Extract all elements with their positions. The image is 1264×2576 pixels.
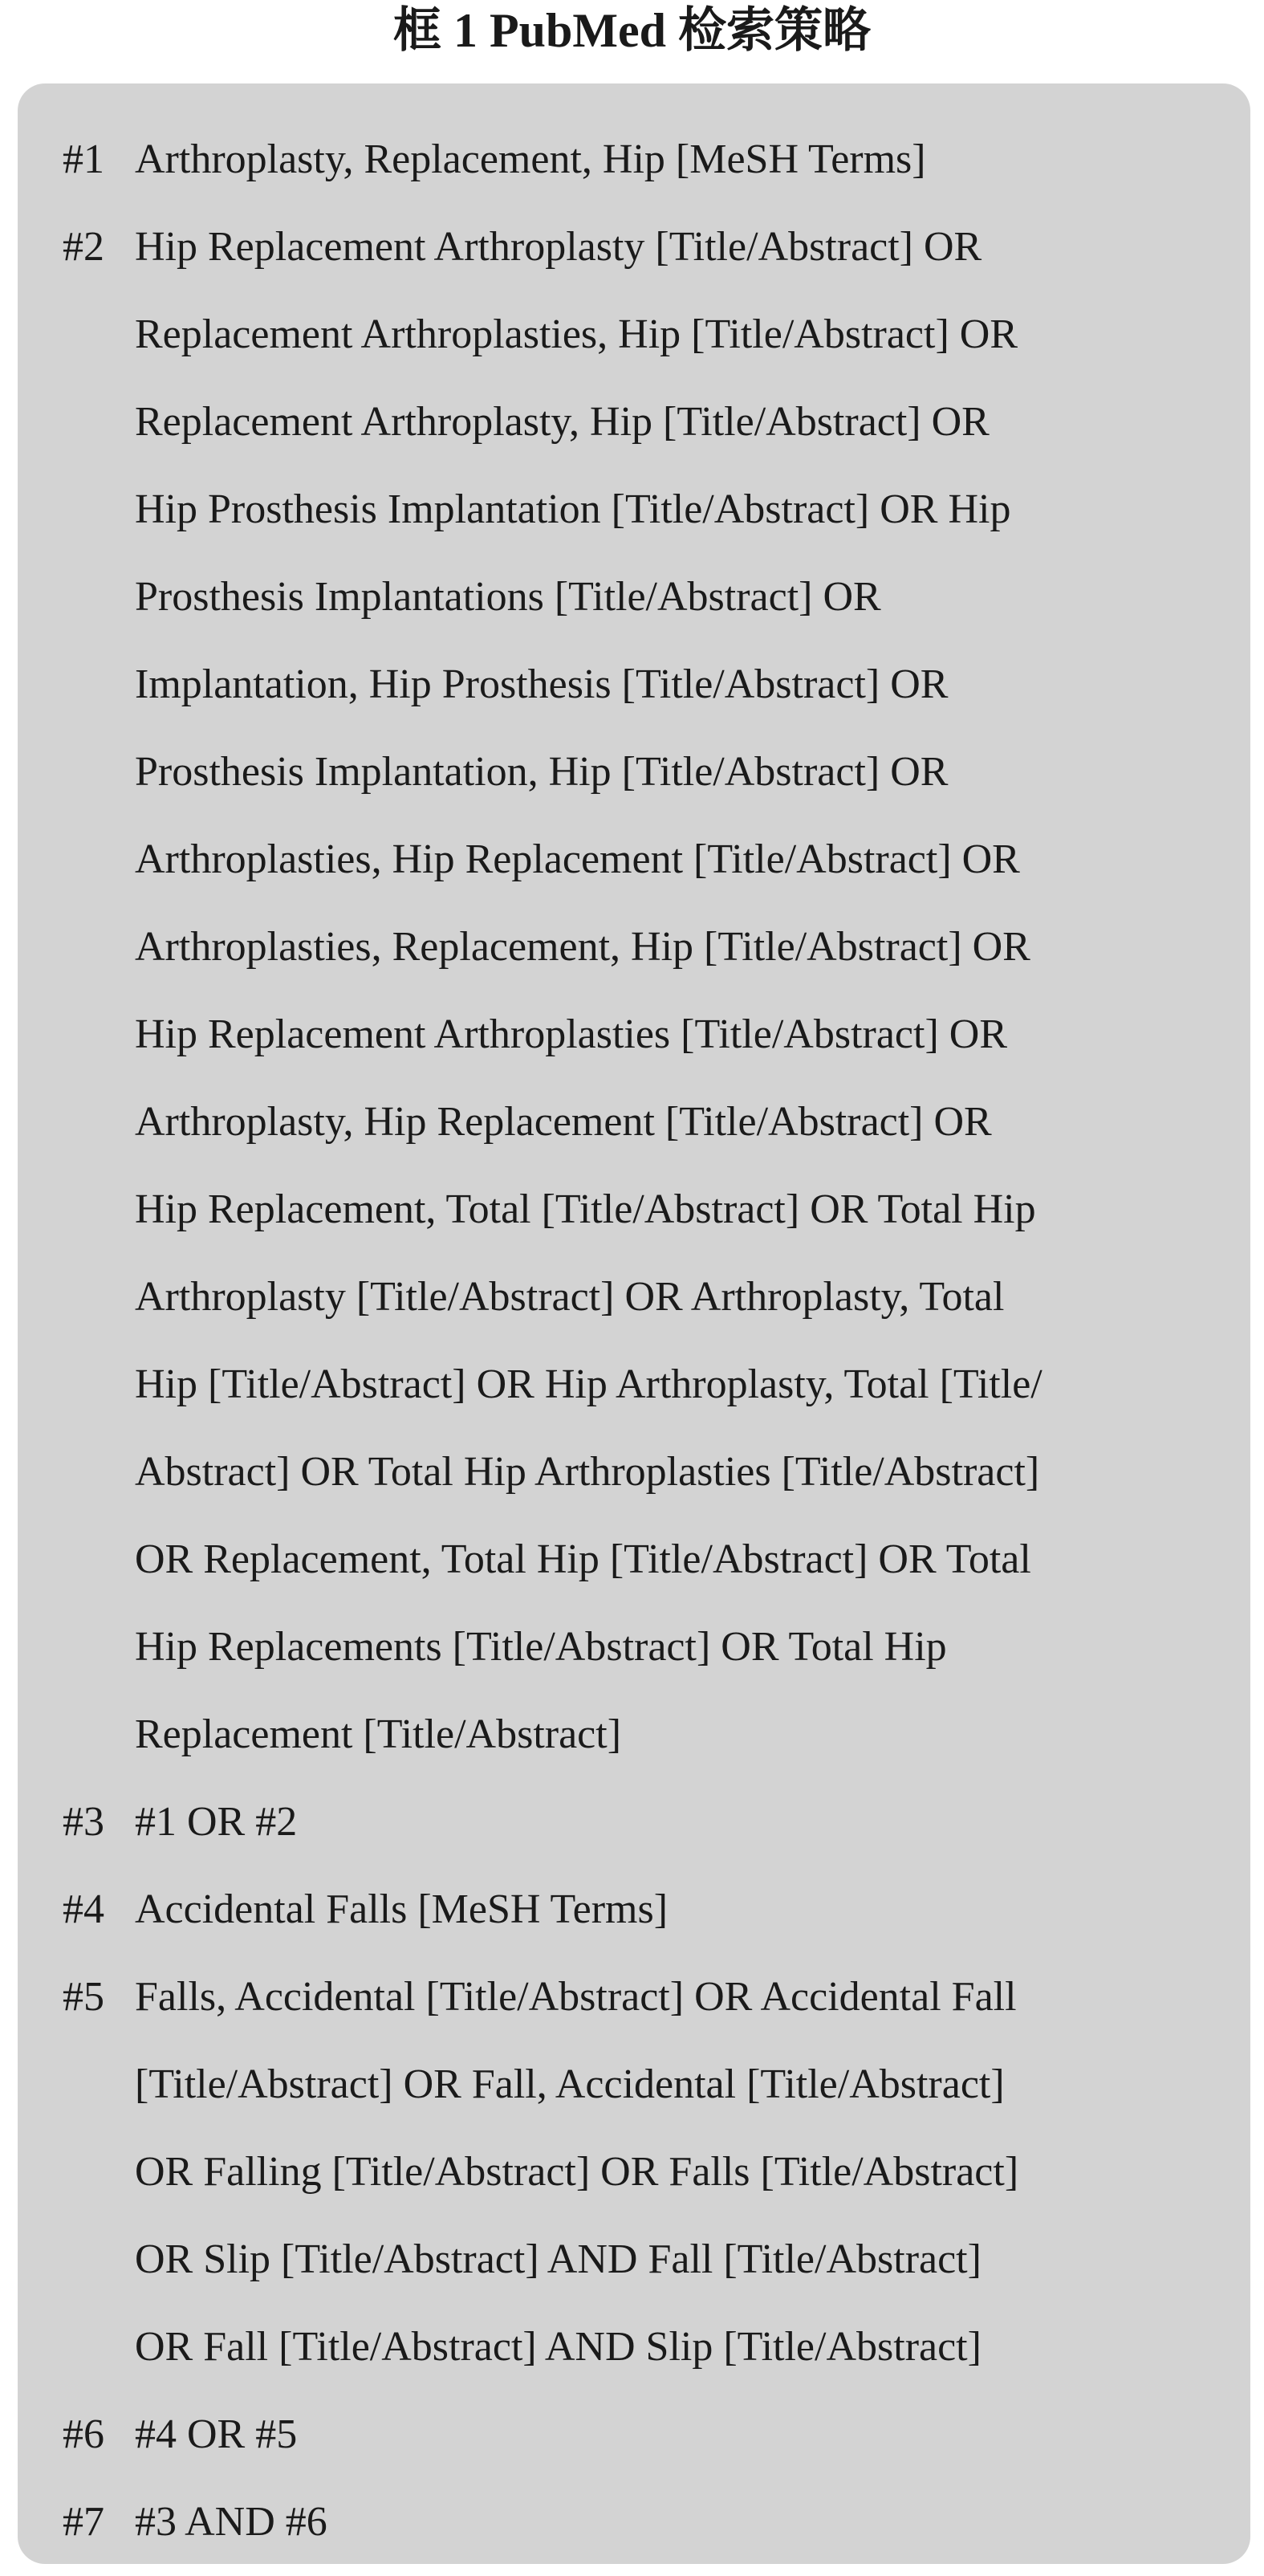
query-line: OR Replacement, Total Hip [Title/Abstract] OR Total — [135, 1536, 1031, 1582]
query-line: Replacement Arthroplasties, Hip [Title/Abstract] OR — [135, 311, 1018, 357]
query-line: Hip Replacement Arthroplasty [Title/Abstract] OR — [135, 224, 982, 270]
search-entry — [18, 1778, 1250, 1866]
query-line: [Title/Abstract] OR Fall, Accidental [Title/Abstract] — [135, 2061, 1005, 2107]
query-line: Arthroplasty, Replacement, Hip [MeSH Terms] — [135, 136, 926, 182]
entry-number: #5 — [63, 1974, 104, 2020]
query-line: Abstract] OR Total Hip Arthroplasties [Title/Abstract] — [135, 1449, 1040, 1495]
query-line: Accidental Falls [MeSH Terms] — [135, 1886, 669, 1932]
search-entry — [18, 1953, 1250, 2391]
entry-number: #1 — [63, 136, 104, 182]
query-line: #3 AND #6 — [135, 2499, 327, 2545]
search-entry — [18, 2391, 1250, 2478]
query-line: Arthroplasties, Hip Replacement [Title/Abstract] OR — [135, 836, 1020, 882]
query-line: OR Fall [Title/Abstract] AND Slip [Title/Abstract] — [135, 2324, 982, 2370]
entry-query-text — [135, 1778, 1250, 1866]
query-line: Arthroplasty [Title/Abstract] OR Arthroplasty, Total — [135, 1274, 1005, 1320]
entry-number: #3 — [63, 1799, 104, 1845]
query-line: Arthroplasties, Replacement, Hip [Title/Abstract] OR — [135, 924, 1030, 970]
search-entry — [18, 116, 1250, 203]
search-entry — [18, 1866, 1250, 1953]
query-line: Hip Replacements [Title/Abstract] OR Total Hip — [135, 1624, 947, 1670]
box-title: 框 1 PubMed 检索策略 — [392, 4, 872, 57]
query-line: OR Slip [Title/Abstract] AND Fall [Title/Abstract] — [135, 2236, 982, 2282]
search-entry — [18, 2478, 1250, 2566]
entry-query-text — [135, 203, 1250, 1778]
entry-query-text — [135, 1953, 1250, 2391]
query-line: Implantation, Hip Prosthesis [Title/Abstract] OR — [135, 661, 949, 707]
query-line: Hip [Title/Abstract] OR Hip Arthroplasty, Total [Title/ — [135, 1361, 1042, 1407]
entry-number: #4 — [63, 1886, 104, 1932]
query-line: #1 OR #2 — [135, 1799, 298, 1845]
query-line: Replacement Arthroplasty, Hip [Title/Abstract] OR — [135, 399, 990, 445]
entry-query-text — [135, 1866, 1250, 1953]
search-entries-list — [18, 116, 1250, 2566]
entry-query-text — [135, 116, 1250, 203]
entry-number: #7 — [63, 2499, 104, 2545]
query-line: Prosthesis Implantations [Title/Abstract] OR — [135, 574, 881, 620]
entry-number: #2 — [63, 224, 104, 270]
search-strategy-panel — [18, 83, 1250, 2564]
query-line: Prosthesis Implantation, Hip [Title/Abstract] OR — [135, 749, 949, 795]
query-line: Falls, Accidental [Title/Abstract] OR Accidental Fall — [135, 1974, 1017, 2020]
entry-number: #6 — [63, 2411, 104, 2457]
entry-query-text — [135, 2391, 1250, 2478]
query-line: Replacement [Title/Abstract] — [135, 1711, 622, 1757]
search-entry — [18, 203, 1250, 1778]
query-line: #4 OR #5 — [135, 2411, 298, 2457]
entry-query-text — [135, 2478, 1250, 2566]
query-line: Hip Prosthesis Implantation [Title/Abstract] OR Hip — [135, 486, 1011, 532]
query-line: OR Falling [Title/Abstract] OR Falls [Title/Abstract] — [135, 2149, 1019, 2195]
query-line: Hip Replacement, Total [Title/Abstract] OR Total Hip — [135, 1186, 1036, 1232]
query-line: Hip Replacement Arthroplasties [Title/Abstract] OR — [135, 1011, 1007, 1057]
query-line: Arthroplasty, Hip Replacement [Title/Abstract] OR — [135, 1099, 992, 1145]
